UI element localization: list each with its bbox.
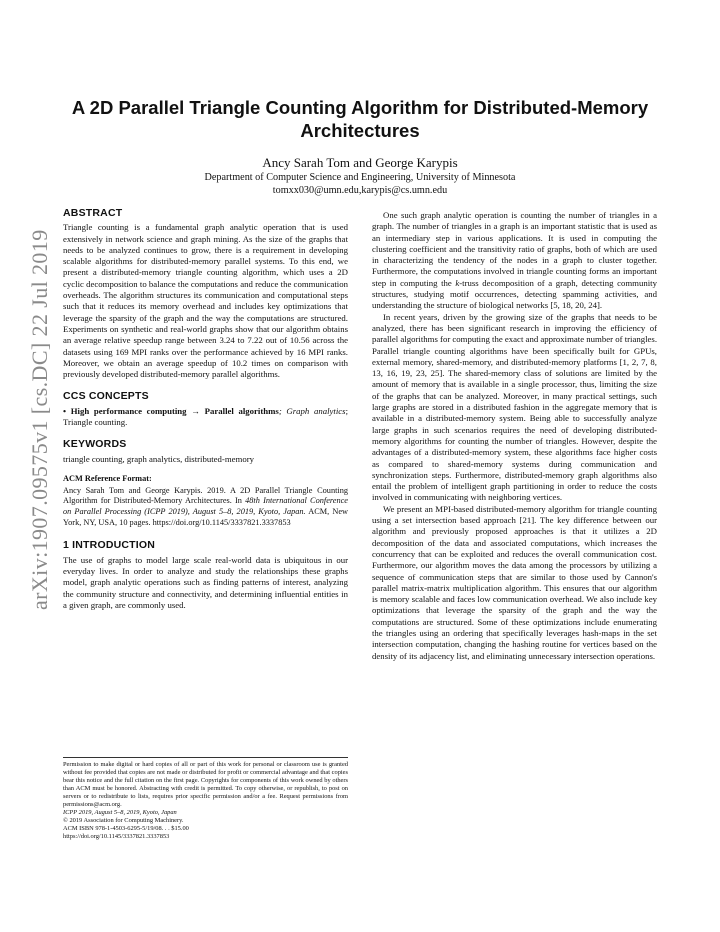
right-p1-k: k — [455, 277, 460, 288]
right-p1-b: -truss decomposition of a graph, detecting community structures, studying motif occurrences, detecting spamming activities, and understanding the structure of biological networks [5, 18, 20, 24]. — [372, 277, 657, 311]
acm-reference — [63, 474, 348, 529]
ccs-rest: ; Triangle counting. — [63, 405, 348, 428]
footnote-copyright: © 2019 Association for Computing Machinery. — [63, 817, 184, 824]
keywords-heading: KEYWORDS — [63, 438, 127, 451]
footnote-doi: https://doi.org/10.1145/3337821.3337853 — [63, 833, 170, 840]
right-paragraph-1 — [372, 210, 657, 312]
right-paragraph-3: We present an MPI-based distributed-memory algorithm for triangle counting using a set intersection based approach [21]. The key difference between our algorithm and previously proposed approaches is that it utilizes a 2D decomposition of the data and associated computations, which increases the concurrency that can be exploited and reduces the overall communication cost. Furthermore, our algorithm moves the data among the processors by utilizing a sequence of communication steps that are similar to those used by Cannon's parallel matrix-matrix multiplication algorithm. This ensures that our algorithm is memory scalable and faces low communication overhead. We also include key optimizations that leverage the sparsity of the graph and the way the computations are structured. Some of these optimizations include enumerating the triangles using an ordering that specifically leverages hash-maps in the set intersection computation, changing the hashing routine for vertices based on the density of its adjacency list, and eliminating unnecessary intersection operations. — [372, 503, 657, 661]
copyright-footnote — [63, 757, 348, 841]
right-column — [372, 210, 657, 662]
author-email: tomxx030@umn.edu,karypis@cs.umn.edu — [272, 185, 448, 196]
right-paragraph-2: In recent years, driven by the growing size of the graphs that needs to be analyzed, there has been significant research in improving the efficiency of parallel algorithms for computing the exact and approximate number of triangles. Parallel triangle counting algorithms have been specifically built for GPUs, external memory, shared-memory, and distributed-memory platforms [1, 2, 7, 8, 13, 16, 19, 23, 25]. The shared-memory class of solutions are limited by the amount of memory that is available in a single processor, thus, limiting the size of the graphs that can be analyzed. Moreover, in many practical settings, such large graphs are stored in a distributed fashion in the aggregate memory that is available in a distributed-memory system. Being able to successfully analyze large graphs in such scenarios requires the need of developing distributed-memory algorithms for counting the number of triangles. However, despite the advantages of a distributed-memory system, these algorithms face higher costs as compared to shared-memory systems during communication and synchronization steps. Furthermore, distributed-memory graph algorithms also entail the problem of intelligent graph partitioning in order to reduce the costs involved in communicating with neighboring vertices. — [372, 311, 658, 503]
paper-title: A 2D Parallel Triangle Counting Algorithm for Distributed-Memory Architectures — [71, 97, 649, 141]
author-affiliation: Department of Computer Science and Engineering, University of Minnesota — [204, 172, 516, 183]
paper-authors: Ancy Sarah Tom and George Karypis — [262, 155, 458, 170]
ccs-bold: • High performance computing → Parallel algorithms — [63, 405, 279, 416]
acm-ref-venue: 48th International Conference on Parallel Processing (ICPP 2019), August 5–8, 2019, Kyoto, Japan. — [63, 496, 348, 517]
ccs-heading: CCS CONCEPTS — [63, 390, 149, 403]
keywords-text: triangle counting, graph analytics, distributed-memory — [63, 453, 254, 464]
left-column — [63, 208, 348, 611]
arxiv-stamp: arXiv:1907.09575v1 [cs.DC] 22 Jul 2019 — [27, 229, 52, 610]
permission-notice: Permission to make digital or hard copies of all or part of this work for personal or classroom use is granted without fee provided that copies are not made or distributed for profit or commercial advantage and that copies bear this notice and the full citation on the first page. Copyrights for components of this work owned by others than ACM must be honored. Abstracting with credit is permitted. To copy otherwise, or republish, to post on servers or to redistribute to lists, requires prior specific permission and/or a fee. Request permissions from permissions@acm.org. — [63, 761, 348, 808]
abstract-heading: ABSTRACT — [63, 207, 123, 219]
ccs-italic: ; Graph analytics — [278, 405, 346, 416]
footnote-venue: ICPP 2019, August 5–8, 2019, Kyoto, Japan — [63, 809, 177, 816]
right-p1-a: One such graph analytic operation is counting the number of triangles in a graph. The number of triangles in a graph is an important statistic that is used as an intermediary step in various applications. It is used in computing the clustering coefficient and the transitivity ratio of graphs, both of which are used in characterizing the tendency of the nodes in a graph to cluster together. Furthermore, the computations involved in triangle counting forms an important step in computing the — [372, 210, 657, 288]
acm-reference-heading: ACM Reference Format: — [63, 473, 152, 483]
footnote-isbn: ACM ISBN 978-1-4503-6295-5/19/08. . . $15.00 — [63, 825, 189, 832]
acm-ref-part1: Ancy Sarah Tom and George Karypis. 2019. A 2D Parallel Triangle Counting Algorithm for Distributed-Memory Architectures. In — [63, 485, 348, 506]
intro-heading: 1 INTRODUCTION — [63, 539, 156, 552]
ccs-concepts — [63, 406, 348, 429]
acm-ref-part2: ACM, New York, NY, USA, 10 pages. https://doi.org/10.1145/3337821.3337853 — [63, 507, 348, 527]
intro-paragraph-1: The use of graphs to model large scale real-world data is ubiquitous in our everyday lives. In order to analyze and study the relationships these graphs model, graph analytic operations such as finding patterns of interest, analyzing the community structure and connectivity, and determining influential entities in a given graph, are commonly used. — [63, 554, 348, 610]
abstract-text: Triangle counting is a fundamental graph analytic operation that is used extensively in network science and graph mining. As the size of the graphs that needs to be analyzed continues to grow, there is a requirement in developing scalable algorithms for distributed-memory parallel systems. To this end, we present a distributed-memory triangle counting algorithm, which uses a 2D cyclic decomposition to balance the computations and reduce the communication overheads. The algorithm structures its communication and computational steps such that it reduces its memory overhead and includes key optimizations that leverage the sparsity of the graph and the way the computations are structured. Experiments on synthetic and real-world graphs show that our algorithm obtains an average relative speedup range between 3.24 to 7.22 out of 10.56 across the datasets using 169 MPI ranks over the performance achieved by 16 MPI ranks. Moreover, we obtain an average speedup of 10.2 times on comparison with previously developed distributed-memory parallel algorithms. — [63, 222, 348, 380]
